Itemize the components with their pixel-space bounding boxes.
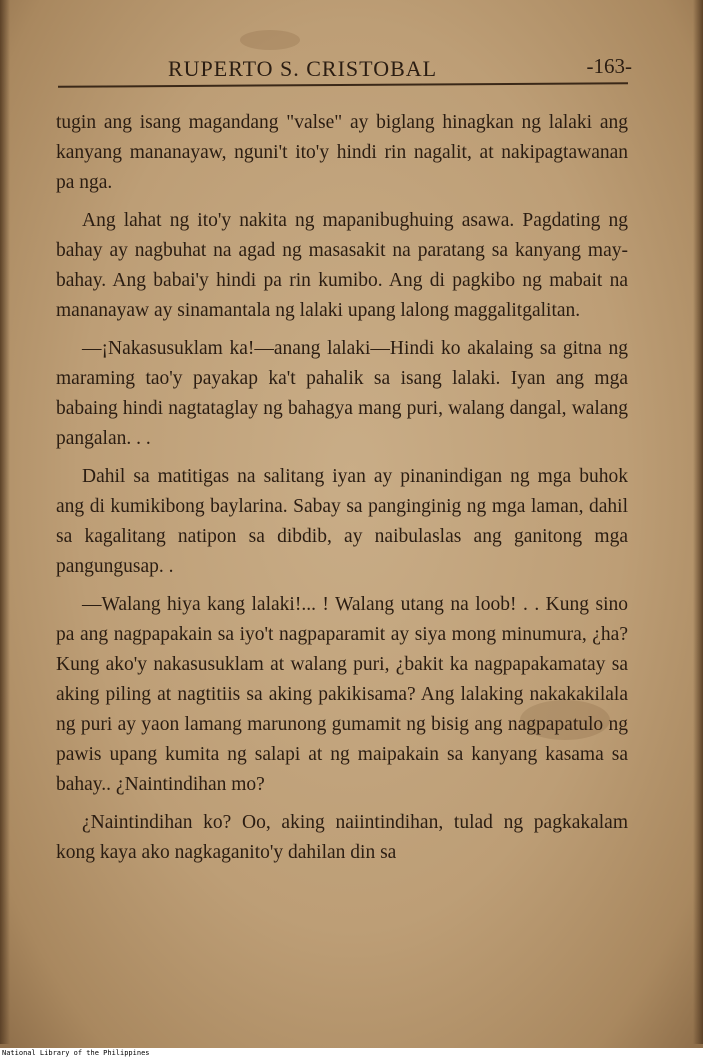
paragraph: Ang lahat ng ito'y nakita ng mapanibughuing asawa. Pagdating ng bahay ay nagbuhat na agad ng masasakit na paratang sa kanyang may-bahay. Ang babai'y hindi pa rin kumibo. Ang di pagkibo ng mabait na mananayaw ay sinamantala ng lalaki upang lalong maggalitgalitan. xyxy=(56,210,628,321)
footer-bar xyxy=(0,1048,703,1058)
running-head: RUPERTO S. CRISTOBAL xyxy=(168,56,438,81)
page-right-shadow xyxy=(693,0,703,1044)
paragraph: —Walang hiya kang lalaki!... ! Walang utang na loob! . . Kung sino pa ang nagpapakain sa iyo't nagpaparamit ay siya mong minumura, ¿ha? Kung ako'y nakasusuklam at walang puri, ¿bakit ka nagpapakamatay sa aking piling at nagtitiis sa aking pakikisama? Ang lalaking nakakakilala ng puri ay yaon lamang marunong gumamit ng bisig ang nagpapatulo ng pawis upang kumita ng salapi at ng maipakain sa kanyang kasama sa bahay.. ¿Naintindihan mo? xyxy=(56,594,628,795)
paper-stain xyxy=(240,30,300,50)
paragraph: tugin ang isang magandang "valse" ay biglang hinagkan ng lalaki ang kanyang mananayaw, nguni't ito'y hindi rin nagalit, at nakipagtawanan pa nga. xyxy=(56,112,628,193)
body-text xyxy=(56,108,628,876)
paragraph: Dahil sa matitigas na salitang iyan ay pinanindigan ng mga buhok ang di kumikibong baylarina. Sabay sa panginginig ng mga laman, dahil sa kagalitang natipon sa dibdib, ay naibulaslas ang ganitong mga pangungusap. . xyxy=(56,466,628,577)
page-number: -163- xyxy=(586,54,632,78)
page-header xyxy=(58,54,638,86)
paragraph: ¿Naintindihan ko? Oo, aking naiintindihan, tulad ng pagkakalam kong kaya ako nagkaganito'y dahilan din sa xyxy=(56,812,628,863)
page-left-shadow xyxy=(0,0,10,1044)
paragraph: —¡Nakasusuklam ka!—anang lalaki—Hindi ko akalaing sa gitna ng maraming tao'y payakap ka't pahalik sa isang lalaki. Iyan ang mga babaing hindi nagtataglay ng bahagya mang puri, walang dangal, walang pangalan. . . xyxy=(56,338,628,449)
library-credit: National Library of the Philippines xyxy=(2,1049,150,1057)
